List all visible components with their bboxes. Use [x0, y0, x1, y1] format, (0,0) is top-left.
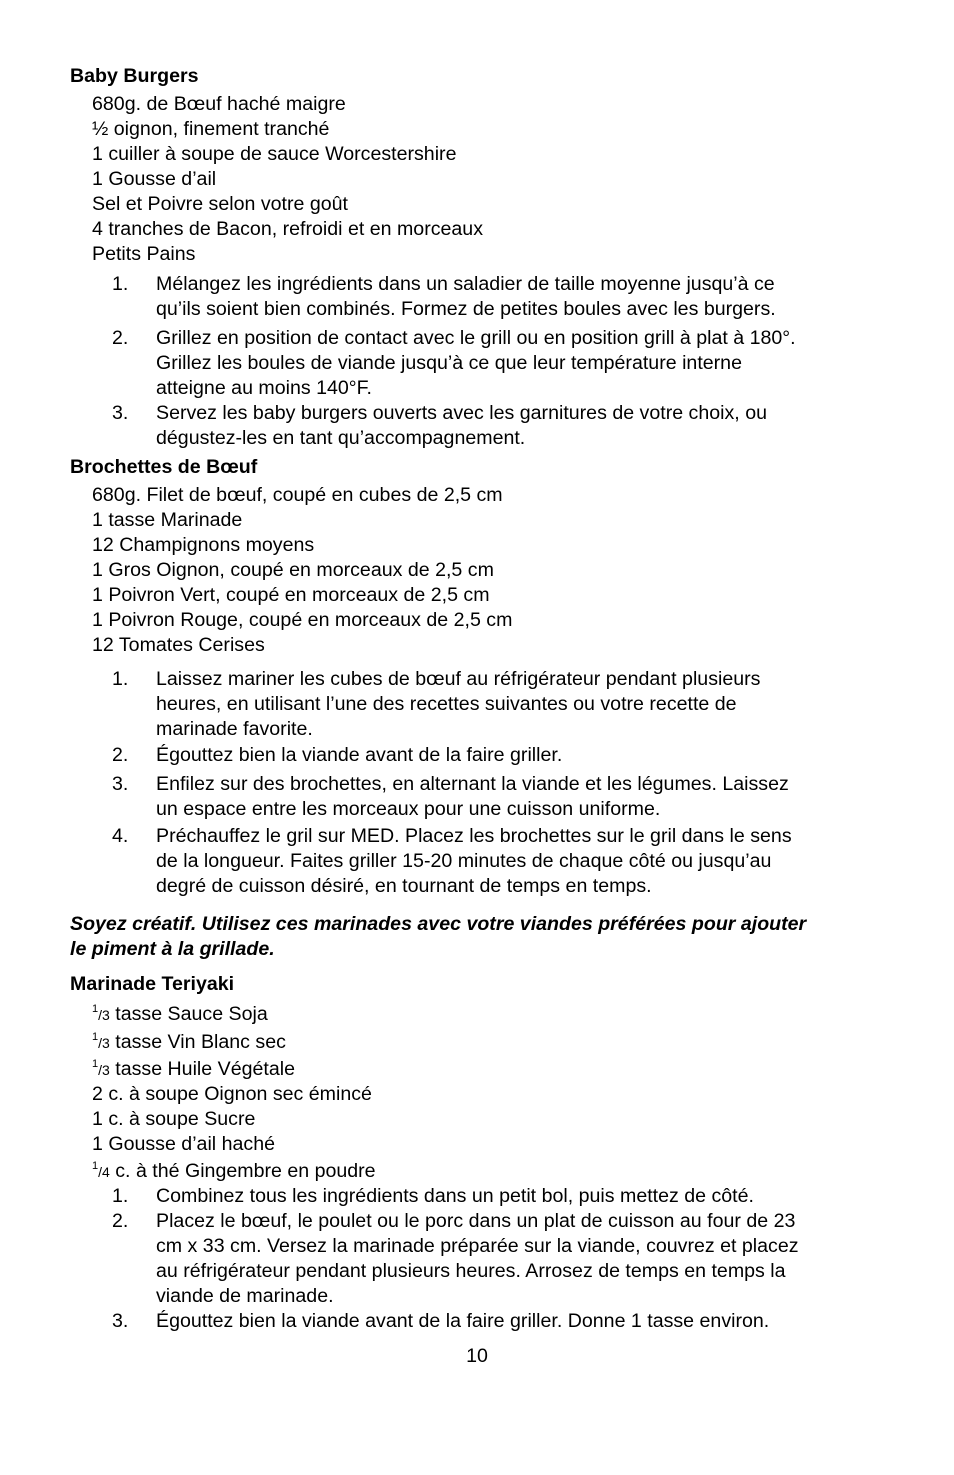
fraction-numerator: 1: [92, 1058, 99, 1070]
step-number: 2.: [112, 744, 129, 766]
page-number: 10: [466, 1345, 488, 1367]
ingredient: 12 Tomates Cerises: [92, 634, 265, 656]
ingredient-text: tasse Vin Blanc sec: [109, 1031, 286, 1053]
ingredient: Sel et Poivre selon votre goût: [92, 193, 348, 215]
recipe-title-baby-burgers: Baby Burgers: [70, 65, 199, 87]
tip-line: le piment à la grillade.: [70, 938, 275, 960]
ingredient: 1 cuiller à soupe de sauce Worcestershire: [92, 143, 457, 165]
ingredient: [92, 1159, 376, 1185]
step-line: Laissez mariner les cubes de bœuf au réfrigérateur pendant plusieurs: [156, 668, 761, 690]
ingredient: Petits Pains: [92, 243, 196, 265]
tip-line: Soyez créatif. Utilisez ces marinades avec votre viandes préférées pour ajouter: [70, 913, 807, 935]
ingredient: 1 Poivron Rouge, coupé en morceaux de 2,5 cm: [92, 609, 513, 631]
step-text: [156, 1309, 886, 1334]
tip-note: [70, 912, 900, 962]
ingredient: 1 Gousse d’ail: [92, 168, 217, 190]
fraction-denominator: /3: [98, 1062, 110, 1078]
step-number: 1.: [112, 1185, 129, 1207]
ingredient: 4 tranches de Bacon, refroidi et en morceaux: [92, 218, 484, 240]
ingredient: 1 Gousse d’ail haché: [92, 1133, 275, 1155]
step-line: Servez les baby burgers ouverts avec les garnitures de votre choix, ou: [156, 402, 767, 424]
step-line: au réfrigérateur pendant plusieurs heures. Arrosez de temps en temps la: [156, 1260, 786, 1282]
step-line: Grillez les boules de viande jusqu’à ce que leur température interne: [156, 352, 742, 374]
step-number: 1.: [112, 273, 129, 295]
fraction-numerator: 1: [92, 1003, 99, 1015]
step-line: viande de marinade.: [156, 1285, 334, 1307]
step-line: Combinez tous les ingrédients dans un petit bol, puis mettez de côté.: [156, 1185, 754, 1207]
step-line: atteigne au moins 140°F.: [156, 377, 372, 399]
step-number: 3.: [112, 773, 129, 795]
step-line: Égouttez bien la viande avant de la faire griller. Donne 1 tasse environ.: [156, 1310, 770, 1332]
ingredient: 1 Gros Oignon, coupé en morceaux de 2,5 cm: [92, 559, 494, 581]
step-text: [156, 1209, 886, 1309]
step-line: Grillez en position de contact avec le grill ou en position grill à plat à 180°.: [156, 327, 796, 349]
recipe-title-teriyaki: Marinade Teriyaki: [70, 973, 235, 995]
step-line: de la longueur. Faites griller 15-20 minutes de chaque côté ou jusqu’au: [156, 850, 772, 872]
step-line: heures, en utilisant l’une des recettes suivantes ou votre recette de: [156, 693, 737, 715]
ingredient: 12 Champignons moyens: [92, 534, 315, 556]
step-line: Enfilez sur des brochettes, en alternant la viande et les légumes. Laissez: [156, 773, 789, 795]
step-line: Égouttez bien la viande avant de la faire griller.: [156, 744, 563, 766]
step-text: [156, 772, 886, 822]
step-line: qu’ils soient bien combinés. Formez de petites boules avec les burgers.: [156, 298, 776, 320]
step-line: cm x 33 cm. Versez la marinade préparée sur la viande, couvrez et placez: [156, 1235, 799, 1257]
fraction-denominator: /3: [98, 1007, 110, 1023]
step-line: Préchauffez le gril sur MED. Placez les brochettes sur le gril dans le sens: [156, 825, 792, 847]
step-text: [156, 824, 886, 899]
step-text: [156, 326, 886, 401]
ingredient: [92, 1030, 286, 1056]
step-line: Mélangez les ingrédients dans un saladier de taille moyenne jusqu’à ce: [156, 273, 775, 295]
ingredient-text: c. à thé Gingembre en poudre: [109, 1160, 376, 1182]
step-line: marinade favorite.: [156, 718, 313, 740]
ingredient: 1 Poivron Vert, coupé en morceaux de 2,5 cm: [92, 584, 490, 606]
fraction-denominator: /4: [98, 1164, 110, 1180]
step-line: Placez le bœuf, le poulet ou le porc dans un plat de cuisson au four de 23: [156, 1210, 796, 1232]
step-number: 2.: [112, 1210, 129, 1232]
step-line: un espace entre les morceaux pour une cuisson uniforme.: [156, 798, 661, 820]
fraction-numerator: 1: [92, 1031, 99, 1043]
ingredient: [92, 1002, 268, 1028]
ingredient: 2 c. à soupe Oignon sec émincé: [92, 1083, 372, 1105]
step-line: dégustez-les en tant qu’accompagnement.: [156, 427, 526, 449]
ingredient-text: tasse Huile Végétale: [109, 1058, 295, 1080]
step-number: 3.: [112, 402, 129, 424]
ingredient: 1 c. à soupe Sucre: [92, 1108, 256, 1130]
ingredient: ½ oignon, finement tranché: [92, 118, 330, 140]
step-number: 4.: [112, 825, 129, 847]
step-text: [156, 272, 886, 322]
fraction-numerator: 1: [92, 1160, 99, 1172]
step-number: 1.: [112, 668, 129, 690]
step-text: [156, 401, 886, 451]
ingredient: 1 tasse Marinade: [92, 509, 243, 531]
ingredient: [92, 1057, 295, 1083]
ingredient-text: tasse Sauce Soja: [109, 1003, 268, 1025]
recipe-title-brochettes: Brochettes de Bœuf: [70, 456, 258, 478]
step-number: 3.: [112, 1310, 129, 1332]
step-number: 2.: [112, 327, 129, 349]
step-text: [156, 743, 886, 768]
step-text: [156, 667, 886, 742]
fraction-denominator: /3: [98, 1035, 110, 1051]
step-text: [156, 1184, 886, 1209]
step-line: degré de cuisson désiré, en tournant de temps en temps.: [156, 875, 652, 897]
ingredient: 680g. Filet de bœuf, coupé en cubes de 2,5 cm: [92, 484, 503, 506]
ingredient: 680g. de Bœuf haché maigre: [92, 93, 346, 115]
